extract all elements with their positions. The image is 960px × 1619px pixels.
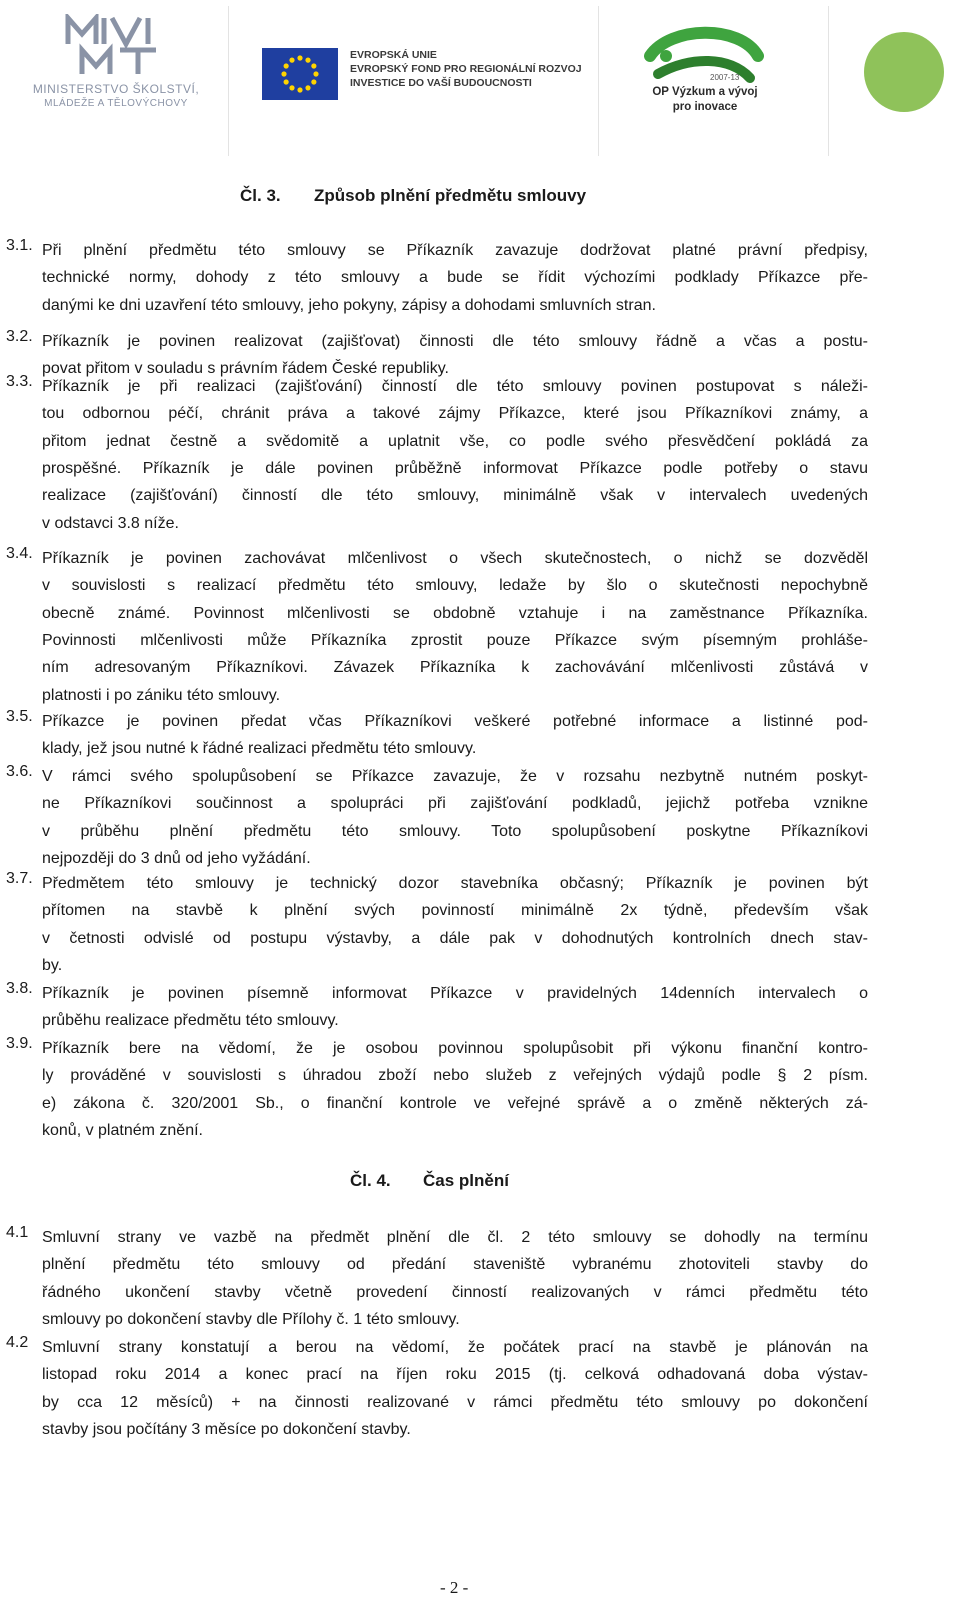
clause-text-line: technické normy, dohody z této smlouvy a bude se řídit výchozími podklady Příkazce pře- — [42, 269, 868, 287]
eu-star-icon — [281, 71, 286, 76]
clause-text-line: průběhu realizace předmětu této smlouvy. — [42, 1012, 339, 1030]
eu-star-icon — [313, 71, 318, 76]
eu-star-icon — [311, 63, 316, 68]
clause-text-line: Příkazce je povinen předat včas Příkazníkovi veškeré potřebné informace a listinné pod- — [42, 713, 868, 730]
green-circle-icon — [864, 32, 944, 112]
clause-number: 4.1 — [6, 1224, 29, 1241]
clause-number: 3.9. — [6, 1035, 33, 1052]
msmt-logo — [16, 14, 206, 114]
clause-text-line: ly prováděné v souvislosti s úhradou zboží nebo služeb z veřejných výdajů podle § 2 písm. — [42, 1067, 868, 1085]
header-divider — [828, 6, 829, 156]
clause-text-line: přítomen na stavbě k plnění svých povinností minimálně 2x týdně, především však — [42, 902, 868, 920]
clause-text-line: Předmětem této smlouvy je technický dozor stavebníka občasný; Příkazník je povinen být — [42, 875, 868, 892]
clause-text-line: klady, jež jsou nutné k řádné realizaci předmětu této smlouvy. — [42, 740, 477, 758]
eu-star-icon — [305, 58, 310, 63]
eu-text — [350, 48, 582, 90]
clause-text-line: plnění předmětu této smlouvy od předání staveniště vybranému zhotoviteli stavby do — [42, 1256, 868, 1274]
eu-line3: INVESTICE DO VAŠÍ BUDOUCNOSTI — [350, 77, 532, 89]
clause-text-line: přitom jednat čestně a svědomitě a uplatnit vše, co podle svého přesvědčení pokládá za — [42, 432, 868, 450]
clause-text-line: smlouvy po dokončení stavby dle Přílohy č. 1 této smlouvy. — [42, 1310, 460, 1328]
clause-text-line: stavby jsou počítány 3 měsíce po dokončení stavby. — [42, 1420, 411, 1438]
eu-star-icon — [305, 85, 310, 90]
page-number: - 2 - — [440, 1578, 469, 1597]
clause-text-line: tou odbornou péčí, chránit práva a takové zájmy Příkazce, které jsou Příkazníkovi známy, a — [42, 405, 868, 423]
header-divider — [598, 6, 599, 156]
msmt-name-line1: MINISTERSTVO ŠKOLSTVÍ, — [32, 82, 200, 96]
eu-flag-icon — [262, 48, 338, 100]
eu-star-icon — [297, 87, 302, 92]
clause-number: 3.6. — [6, 763, 33, 780]
eu-star-icon — [297, 55, 302, 60]
clause-text-line: e) zákona č. 320/2001 Sb., o finanční kontrole ve veřejné správě a o změně některých zá- — [42, 1094, 868, 1112]
clause-text-line: ním adresovaným Příkazníkovi. Závazek Příkazníka k zachovávání mlčenlivosti zůstává v — [42, 659, 868, 677]
clause-number: 3.2. — [6, 328, 33, 345]
clause-text-line: povat přitom v souladu s právním řádem České republiky. — [42, 360, 449, 378]
clause-text-line: Příkazník je povinen zachovávat mlčenlivost o všech skutečnostech, o nichž se dozvěděl — [42, 550, 868, 567]
header-divider — [228, 6, 229, 156]
msmt-monogram-icon — [64, 14, 164, 78]
clause-text-line: Příkazník bere na vědomí, že je osobou povinnou spolupůsobit při výkonu finanční kontro- — [42, 1040, 868, 1057]
eu-line2: EVROPSKÝ FOND PRO REGIONÁLNÍ ROZVOJ — [350, 63, 582, 75]
clause-text-line: Příkazník je povinen písemně informovat Příkazce v pravidelných 14denních intervalech o — [42, 985, 868, 1002]
op-vavpi-logo — [630, 8, 770, 128]
clause-text-line: Smluvní strany konstatují a berou na vědomí, že počátek prací na stavbě je plánován na — [42, 1339, 868, 1356]
op-line2: pro inovace — [672, 101, 738, 113]
clause-text-line: v četnosti odvislé od postupu výstavby, a dále pak v dohodnutých kontrolních dnech stav- — [42, 929, 868, 947]
clause-text-line: by cca 12 měsíců) + na činnosti realizované v rámci předmětu této smlouvy po dokončení — [42, 1393, 868, 1411]
eu-line1: EVROPSKÁ UNIE — [350, 49, 437, 61]
clause-text-line: ne Příkazníkovi součinnost a spolupráci při zajišťování podkladů, jejichž potřeba vznikne — [42, 795, 868, 813]
clause-text-line: Smluvní strany ve vazbě na předmět plnění dle čl. 2 této smlouvy se dohodly na termínu — [42, 1229, 868, 1246]
eu-star-icon — [311, 79, 316, 84]
clause-number: 3.8. — [6, 980, 33, 997]
clause-text-line: by. — [42, 956, 63, 974]
clause-text-line: V rámci svého spolupůsobení se Příkazce zavazuje, že v rozsahu nezbytně nutném poskyt- — [42, 768, 868, 785]
eu-star-icon — [289, 58, 294, 63]
article-4-title: Čas plnění — [423, 1171, 509, 1190]
msmt-name-line2: MLÁDEŽE A TĚLOVÝCHOVY — [44, 98, 188, 109]
clause-text-line: Příkazník je povinen realizovat (zajišťovat) činnosti dle této smlouvy řádně a včas a postu- — [42, 333, 868, 350]
clause-text-line: Příkazník je při realizaci (zajišťování) činností dle této smlouvy povinen postupovat s náleži- — [42, 378, 868, 395]
clause-number: 3.1. — [6, 237, 33, 254]
clause-text-line: v souvislosti s realizací předmětu této smlouvy, ledaže by šlo o skutečnosti nepochybně — [42, 577, 868, 595]
clause-number: 3.5. — [6, 708, 33, 725]
clause-number: 3.3. — [6, 373, 33, 390]
clause-text-line: Při plnění předmětu této smlouvy se Příkazník zavazuje dodržovat platné právní předpisy, — [42, 242, 868, 259]
clause-text-line: v průběhu plnění předmětu této smlouvy. Toto spolupůsobení poskytne Příkazníkovi — [42, 822, 868, 840]
clause-text-line: listopad roku 2014 a konec prací na říjen roku 2015 (tj. celková odhadovaná doba výstav- — [42, 1366, 868, 1384]
clause-number: 4.2 — [6, 1334, 29, 1351]
page-header — [0, 0, 960, 170]
clause-number: 3.4. — [6, 545, 33, 562]
clause-text-line: řádného ukončení stavby včetně provedení činností realizovaných v rámci předmětu této — [42, 1283, 868, 1301]
op-line1: OP Výzkum a vývoj — [652, 86, 758, 98]
clause-number: 3.7. — [6, 870, 33, 887]
clause-text-line: danými ke dni uzavření této smlouvy, jeho pokyny, zápisy a dohodami smluvních stran. — [42, 296, 656, 314]
eu-star-icon — [284, 63, 289, 68]
eu-logo — [262, 46, 582, 116]
clause-text-line: nejpozději do 3 dnů od jeho vyžádání. — [42, 849, 311, 867]
eu-star-icon — [284, 79, 289, 84]
article-4-number: Čl. 4. — [350, 1171, 391, 1190]
eu-star-icon — [289, 85, 294, 90]
clause-text-line: v odstavci 3.8 níže. — [42, 514, 179, 532]
article-3-title: Způsob plnění předmětu smlouvy — [314, 186, 587, 205]
clause-text-line: prospěšné. Příkazník je dále povinen průběžně informovat Příkazce podle potřeby o stavu — [42, 459, 868, 477]
clause-text-line: Povinnosti mlčenlivosti může Příkazníka zprostit pouze Příkazce svým písemným prohláše- — [42, 631, 868, 649]
clause-text-line: realizace (zajišťování) činností dle této smlouvy, minimálně však v intervalech uvedených — [42, 487, 868, 505]
op-year: 2007-13 — [710, 73, 740, 82]
clause-text-line: obecně známé. Povinnost mlčenlivosti se obdobně vztahuje i na zaměstnance Příkazníka. — [42, 604, 868, 622]
clause-text-line: konů, v platném znění. — [42, 1121, 203, 1139]
clause-text-line: platnosti i po zániku této smlouvy. — [42, 686, 281, 704]
article-3-number: Čl. 3. — [240, 186, 281, 205]
